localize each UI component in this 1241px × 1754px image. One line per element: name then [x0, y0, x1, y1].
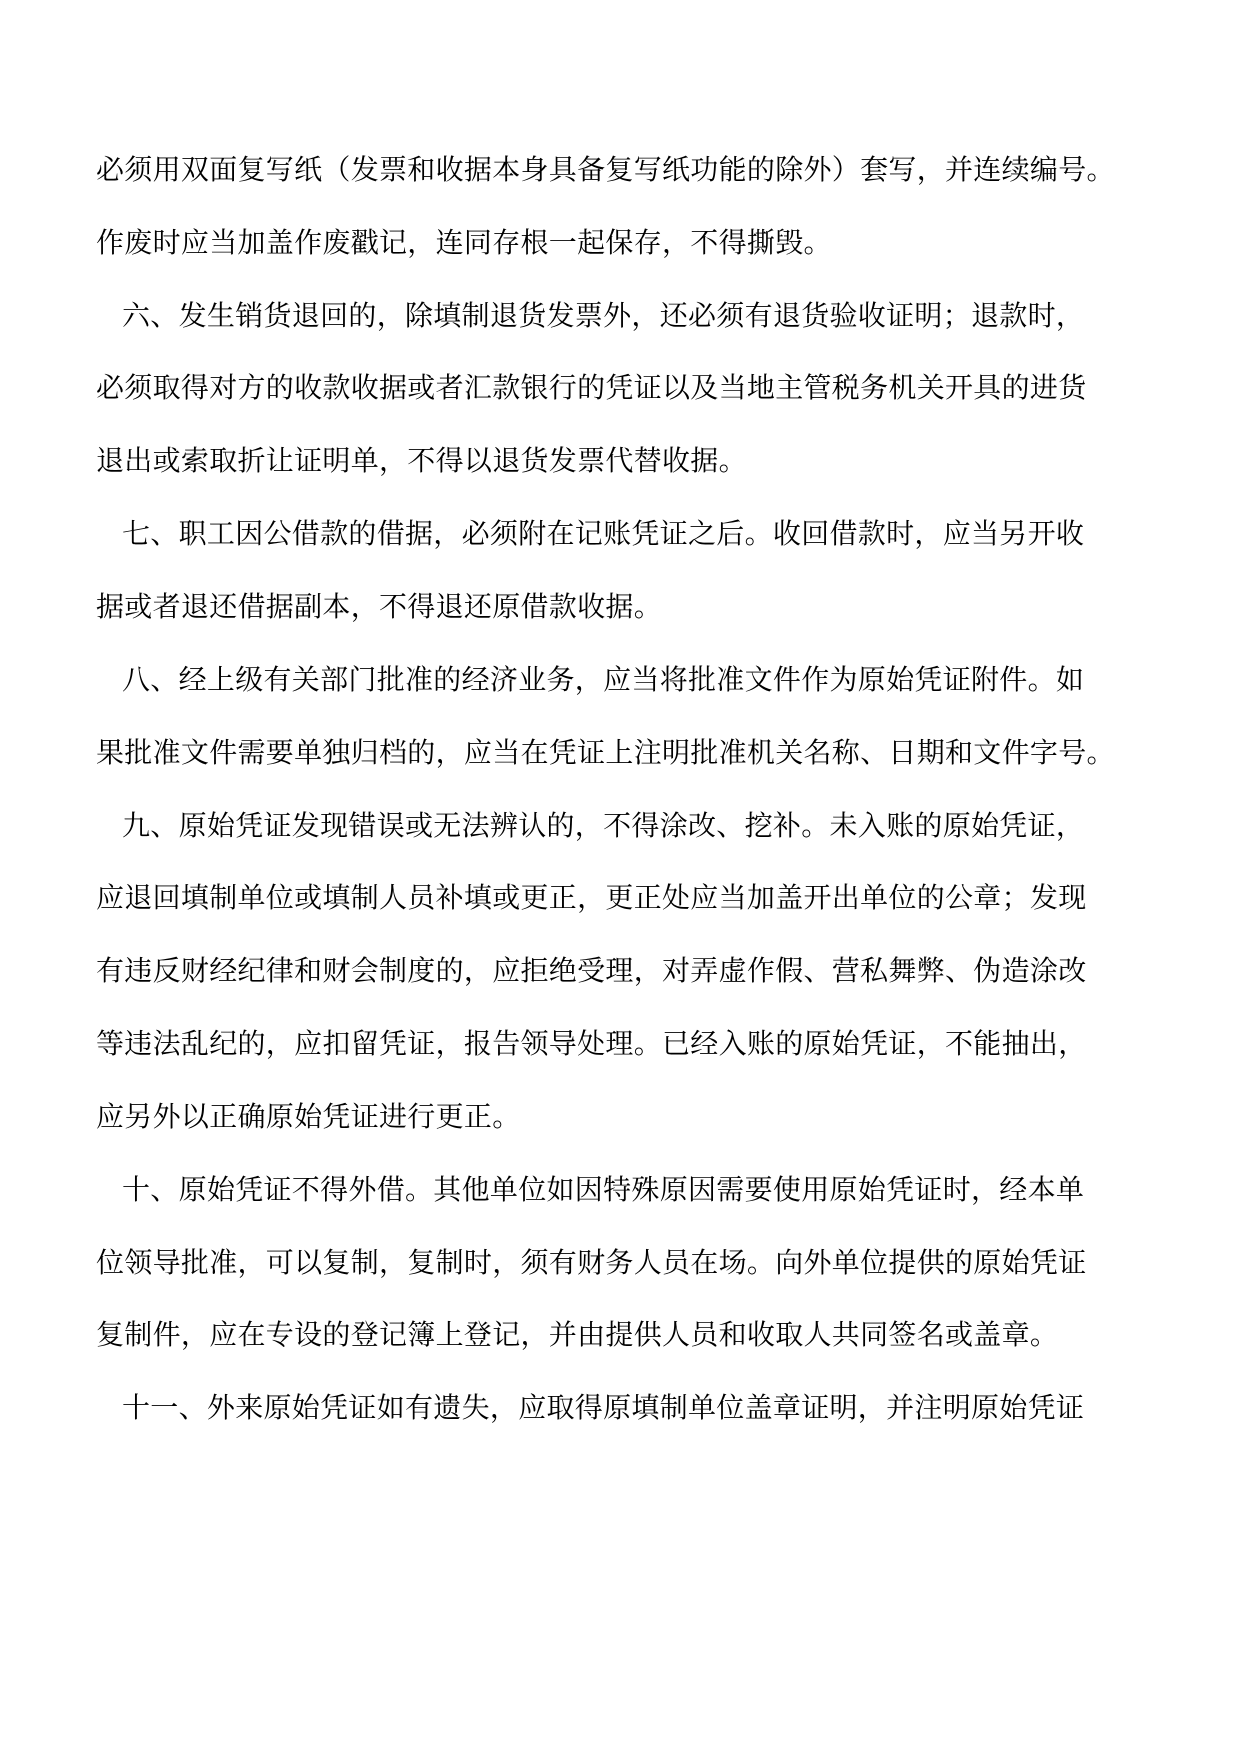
text-line: 必须取得对方的收款收据或者汇款银行的凭证以及当地主管税务机关开具的进货	[96, 371, 1087, 404]
text-line: 有违反财经纪律和财会制度的，应拒绝受理，对弄虚作假、营私舞弊、伪造涂改	[96, 954, 1087, 987]
text-line: 据或者退还借据副本，不得退还原借款收据。	[96, 590, 663, 623]
text-line: 果批准文件需要单独归档的，应当在凭证上注明批准机关名称、日期和文件字号。	[96, 736, 1115, 769]
text-line: 退出或索取折让证明单，不得以退货发票代替收据。	[96, 444, 747, 477]
text-line: 等违法乱纪的，应扣留凭证，报告领导处理。已经入账的原始凭证，不能抽出，	[96, 1027, 1087, 1060]
paragraph-first-line: 七、职工因公借款的借据，必须附在记账凭证之后。收回借款时，应当另开收	[122, 517, 1085, 550]
text-line: 应退回填制单位或填制人员补填或更正，更正处应当加盖开出单位的公章；发现	[96, 881, 1087, 914]
text-line: 应另外以正确原始凭证进行更正。	[96, 1100, 521, 1133]
paragraph-first-line: 十、原始凭证不得外借。其他单位如因特殊原因需要使用原始凭证时，经本单	[122, 1173, 1085, 1206]
paragraph-first-line: 六、发生销货退回的，除填制退货发票外，还必须有退货验收证明；退款时，	[122, 299, 1085, 332]
text-line: 复制件，应在专设的登记簿上登记，并由提供人员和收取人共同签名或盖章。	[96, 1318, 1059, 1351]
text-line: 必须用双面复写纸（发票和收据本身具备复写纸功能的除外）套写，并连续编号。	[96, 153, 1115, 186]
paragraph-first-line: 八、经上级有关部门批准的经济业务，应当将批准文件作为原始凭证附件。如	[122, 663, 1085, 696]
paragraph-first-line: 十一、外来原始凭证如有遗失，应取得原填制单位盖章证明，并注明原始凭证	[122, 1391, 1085, 1424]
text-line: 位领导批准，可以复制，复制时，须有财务人员在场。向外单位提供的原始凭证	[96, 1246, 1087, 1279]
text-line: 作废时应当加盖作废戳记，连同存根一起保存，不得撕毁。	[96, 226, 832, 259]
paragraph-first-line: 九、原始凭证发现错误或无法辨认的，不得涂改、挖补。未入账的原始凭证，	[122, 809, 1085, 842]
